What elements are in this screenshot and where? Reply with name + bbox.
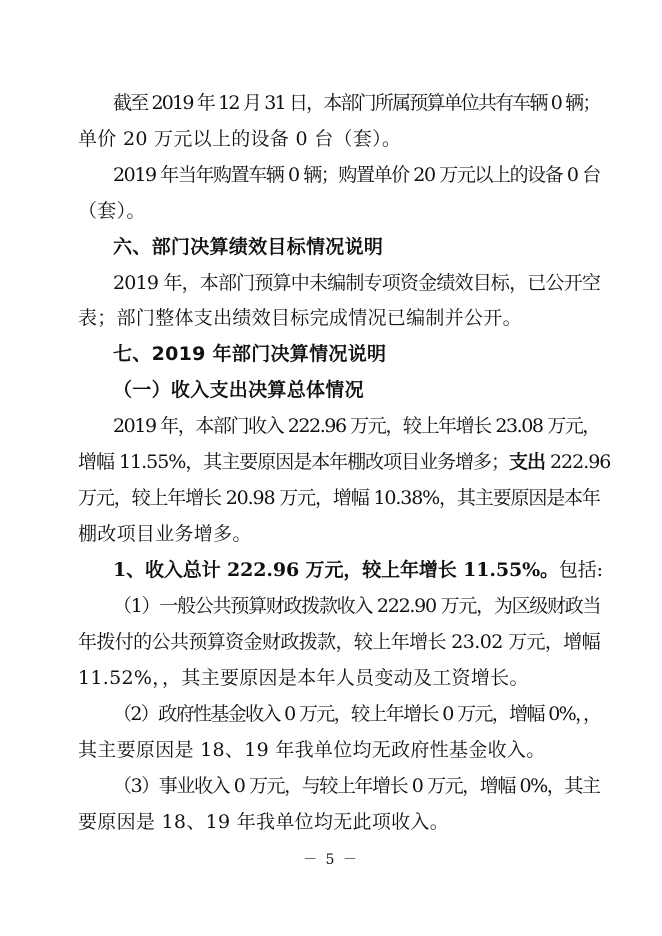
paragraph-item-1-line-1: （1）一般公共预算财政拨款收入 222.90 万元，为区级财政当 (113, 595, 601, 617)
overview-text-b: 222.96 (544, 451, 611, 473)
paragraph-item-1-line-3: 11.52%，，其主要原因是本年人员变动及工资增长。 (78, 667, 529, 689)
paragraph-item-2-line-1: （2）政府性基金收入 0 万元，较上年增长 0 万元，增幅 0%，， (113, 703, 601, 725)
paragraph-overview-line-1: 2019 年，本部门收入 222.96 万元，较上年增长 23.08 万元， (113, 415, 600, 437)
section-heading-6: 六、部门决算绩效目标情况说明 (113, 236, 384, 258)
paragraph-item-1-line-2: 年拨付的公共预算资金财政拨款，较上年增长 23.02 万元，增幅 (78, 631, 601, 653)
paragraph-overview-line-3: 万元，较上年增长 20.98 万元，增幅 10.38%，其主要原因是本年 (78, 487, 600, 509)
page-number: － 5 － (303, 852, 359, 868)
paragraph-overview-line-4: 棚改项目业务增多。 (78, 523, 252, 545)
income-total-bold: 1、收入总计 222.96 万元，较上年增长 11.55%。 (113, 559, 559, 581)
paragraph-vehicles-line-1: 截至 2019 年 12 月 31 日，本部门所属预算单位共有车辆 0 辆； (113, 92, 600, 114)
paragraph-item-3-line-1: （3）事业收入 0 万元，与较上年增长 0 万元，增幅 0%，其主 (113, 775, 600, 797)
paragraph-performance-line-2: 表；部门整体支出绩效目标完成情况已编制并公开。 (78, 307, 522, 329)
paragraph-overview-line-2 (78, 449, 610, 475)
paragraph-income-total (113, 557, 603, 583)
paragraph-purchases-line-2: （套）。 (78, 200, 146, 222)
paragraph-purchases-line-1: 2019 年当年购置车辆 0 辆；购置单价 20 万元以上的设备 0 台 (113, 164, 600, 186)
paragraph-item-2-line-2: 其主要原因是 18、19 年我单位均无政府性基金收入。 (78, 739, 546, 761)
paragraph-performance-line-1: 2019 年，本部门预算中未编制专项资金绩效目标，已公开空 (113, 272, 601, 294)
subsection-heading-7-1: （一）收入支出决算总体情况 (113, 379, 364, 401)
section-heading-7: 七、2019 年部门决算情况说明 (113, 343, 387, 365)
paragraph-item-3-line-2: 要原因是 18、19 年我单位均无此项收入。 (78, 811, 450, 833)
overview-text-a: 增幅 11.55%，其主要原因是本年棚改项目业务增多； (78, 451, 509, 473)
income-total-rest: 包括: (558, 559, 603, 581)
paragraph-vehicles-line-2: 单价 20 万元以上的设备 0 台（套）。 (78, 128, 402, 150)
overview-expense-label: 支出 (509, 451, 545, 473)
